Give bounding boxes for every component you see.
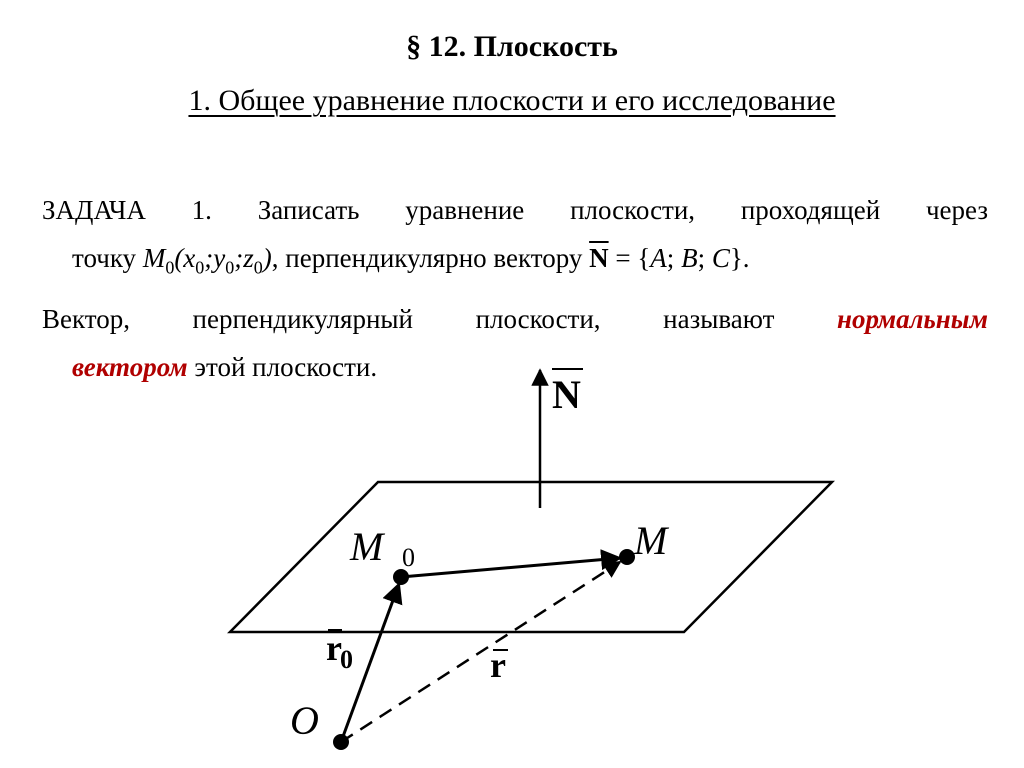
- normal-label: N: [552, 372, 581, 417]
- point-m0: $M_0(x_0;y_0;z_0)$: [142, 243, 272, 278]
- definition-tail: этой плоскости.: [187, 352, 378, 382]
- definition-text: Вектор, перпендикулярный плоскости, называют: [42, 304, 775, 334]
- task-point-prefix: точку: [72, 243, 143, 273]
- task-label: ЗАДАЧА 1.: [42, 195, 212, 225]
- m-label: M: [634, 518, 668, 563]
- emphasis-normal: нормальным: [836, 304, 989, 334]
- o-label: O: [290, 698, 319, 743]
- r0-label-sub: 0: [340, 645, 353, 674]
- m0-label-sub: 0: [402, 543, 415, 572]
- vector-m0-m: [401, 558, 620, 577]
- page-title: § 12. Плоскость: [406, 30, 618, 63]
- m0-label: M: [350, 524, 384, 569]
- task-text: Записать уравнение плоскости, проходящей через: [257, 195, 989, 225]
- r0-label: r: [326, 628, 342, 668]
- task-vector-prefix: , перпендикулярно вектору: [271, 243, 590, 273]
- plane-shape: [230, 482, 832, 632]
- emphasis-vector: вектором: [72, 352, 188, 382]
- section-subtitle-text: 1. Общее уравнение плоскости и его исследование: [188, 84, 836, 117]
- vector-n: $\overline{N}$: [589, 243, 609, 273]
- point-o-dot: [333, 734, 349, 750]
- task-line-2: точку $M_0(x_0;y_0;z_0)$, перпендикулярно вектору $\overline{N} = \{A$; B; C}.: [72, 243, 750, 278]
- point-m-dot: [619, 549, 635, 565]
- r-label: r: [490, 645, 506, 685]
- vector-r: [341, 562, 620, 742]
